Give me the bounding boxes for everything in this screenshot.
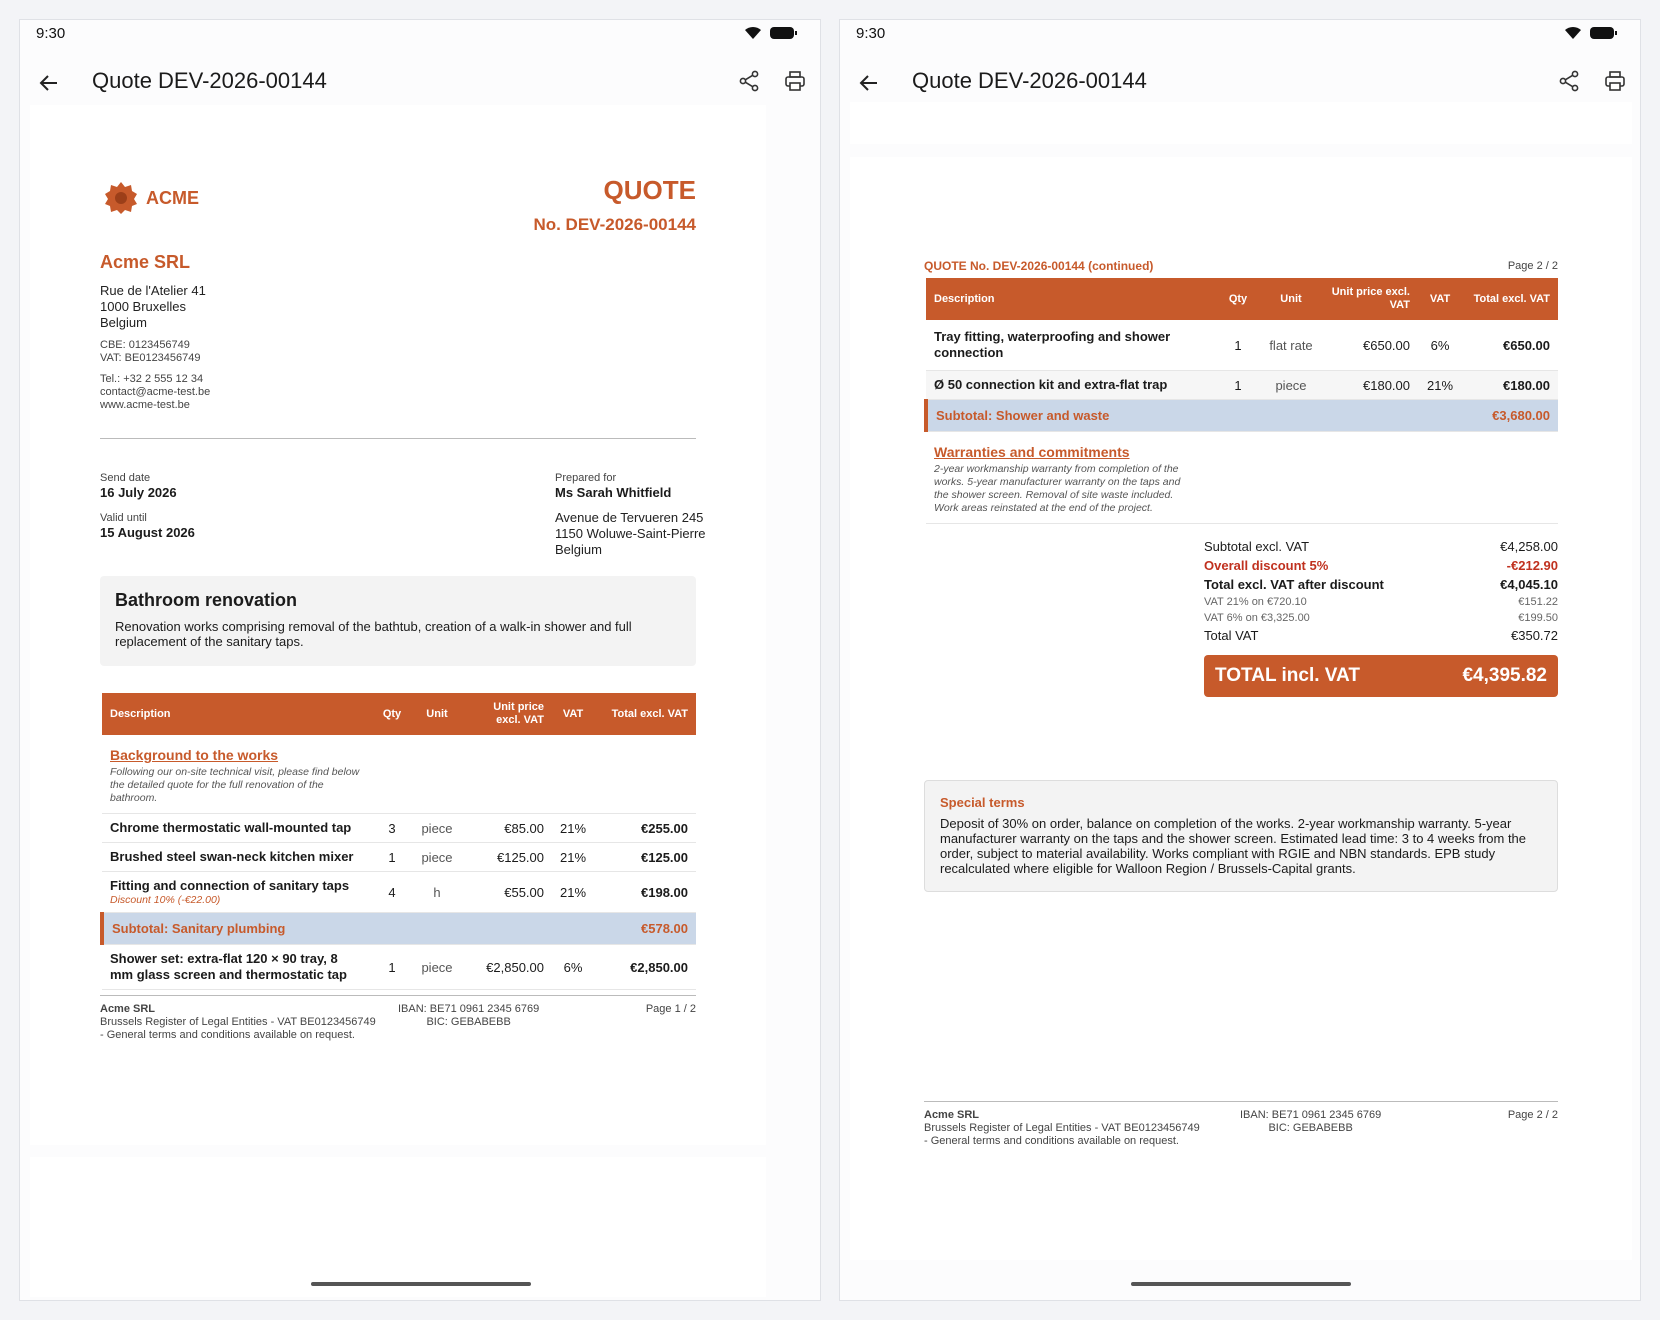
app-title: Quote DEV-2026-00144 bbox=[92, 68, 327, 93]
item-total: €2,850.00 bbox=[594, 945, 696, 990]
back-arrow-icon bbox=[859, 73, 879, 93]
print-button[interactable] bbox=[1604, 70, 1628, 94]
company-name: Acme SRL bbox=[100, 252, 191, 272]
client-block bbox=[555, 472, 706, 558]
section-note: 2-year workmanship warranty from completion of the works. 5-year manufacturer warranty on the taps and the shower screen. Removal of site waste included. Work areas reinstated at the end of the project. bbox=[934, 463, 1181, 514]
item-unit: flat rate bbox=[1260, 320, 1322, 371]
summary-after-label: Total excl. VAT after discount bbox=[1204, 577, 1384, 592]
back-button[interactable] bbox=[36, 70, 62, 96]
items-table-2 bbox=[924, 278, 1558, 524]
col-vat: VAT bbox=[1418, 278, 1462, 320]
footer-bank-block bbox=[398, 1003, 539, 1029]
item-desc: Chrome thermostatic wall-mounted tap bbox=[102, 814, 372, 843]
send-date-label: Send date bbox=[100, 472, 151, 484]
item-qty: 1 bbox=[372, 843, 412, 872]
summary-vat21-label: VAT 21% on €720.10 bbox=[1204, 596, 1307, 608]
item-unit: h bbox=[412, 872, 462, 913]
app-bar bbox=[20, 54, 820, 110]
status-time: 9:30 bbox=[856, 25, 886, 42]
client-address-3: Belgium bbox=[555, 542, 602, 557]
grand-total-label: TOTAL incl. VAT bbox=[1215, 665, 1360, 686]
item-price: €55.00 bbox=[462, 872, 552, 913]
app-title: Quote DEV-2026-00144 bbox=[912, 68, 1147, 93]
home-indicator[interactable] bbox=[311, 1282, 531, 1286]
client-address-1: Avenue de Tervueren 245 bbox=[555, 510, 704, 525]
status-bar bbox=[20, 20, 820, 46]
footer-bank-block bbox=[1240, 1109, 1381, 1135]
wifi-icon bbox=[1564, 26, 1582, 40]
status-time: 9:30 bbox=[36, 25, 66, 42]
item-unit: piece bbox=[1260, 371, 1322, 400]
valid-until-label: Valid until bbox=[100, 512, 147, 524]
item-total: €125.00 bbox=[594, 843, 696, 872]
table-row bbox=[102, 814, 696, 843]
client-name: Ms Sarah Whitfield bbox=[555, 485, 672, 500]
footer-bic: BIC: GEBABEBB bbox=[1268, 1122, 1353, 1134]
totals-summary bbox=[1204, 537, 1558, 697]
item-desc: Shower set: extra-flat 120 × 90 tray, 8 mm glass screen and thermostatic tap bbox=[102, 945, 372, 990]
footer-terms: - General terms and conditions available on request. bbox=[100, 1029, 355, 1041]
special-terms-title: Special terms bbox=[940, 795, 1025, 810]
footer-iban: IBAN: BE71 0961 2345 6769 bbox=[1240, 1109, 1382, 1121]
continued-heading: QUOTE No. DEV-2026-00144 (continued) bbox=[924, 259, 1154, 273]
item-unit: piece bbox=[412, 814, 462, 843]
footer-iban: IBAN: BE71 0961 2345 6769 bbox=[398, 1003, 540, 1015]
company-email: contact@acme-test.be bbox=[100, 386, 211, 398]
special-terms-box bbox=[924, 780, 1558, 892]
grand-total-value: €4,395.82 bbox=[1462, 665, 1547, 686]
wifi-icon bbox=[744, 26, 762, 40]
item-qty: 1 bbox=[372, 945, 412, 990]
col-unit: Unit bbox=[412, 693, 462, 735]
summary-vat21-value: €151.22 bbox=[1518, 596, 1558, 608]
footer-terms: - General terms and conditions available on request. bbox=[924, 1135, 1179, 1147]
item-qty: 4 bbox=[372, 872, 412, 913]
items-table-1 bbox=[100, 693, 696, 990]
item-desc: Ø 50 connection kit and extra-flat trap bbox=[926, 371, 1216, 400]
viewer-left bbox=[19, 19, 821, 1301]
share-button[interactable] bbox=[1558, 70, 1582, 94]
subtotal-value: €578.00 bbox=[594, 913, 696, 945]
company-address-3: Belgium bbox=[100, 315, 147, 330]
footer-company: Acme SRL bbox=[924, 1109, 980, 1121]
table-header bbox=[102, 693, 696, 735]
back-arrow-icon bbox=[39, 73, 59, 93]
project-description: Renovation works comprising removal of the bathtub, creation of a walk-in shower and full replacement of the sanitary taps. bbox=[115, 619, 632, 649]
col-vat: VAT bbox=[552, 693, 594, 735]
home-indicator[interactable] bbox=[1131, 1282, 1351, 1286]
after-discount-row bbox=[1204, 575, 1558, 594]
table-row bbox=[926, 371, 1558, 400]
section-title: Background to the works bbox=[110, 747, 279, 763]
page-number-top: Page 2 / 2 bbox=[1507, 260, 1558, 272]
item-vat: 21% bbox=[552, 872, 594, 913]
status-bar bbox=[840, 20, 1640, 46]
project-box bbox=[100, 576, 696, 666]
item-vat: 21% bbox=[1418, 371, 1462, 400]
footer-register: Brussels Register of Legal Entities - VAT BE0123456749 bbox=[100, 1016, 376, 1028]
project-title: Bathroom renovation bbox=[115, 590, 298, 610]
summary-vat6-value: €199.50 bbox=[1518, 612, 1558, 624]
col-qty: Qty bbox=[1216, 278, 1260, 320]
quote-page-2 bbox=[850, 157, 1632, 1260]
quote-heading: QUOTE bbox=[603, 175, 696, 205]
item-total: €180.00 bbox=[1462, 371, 1558, 400]
footer-divider bbox=[100, 995, 696, 996]
item-unit: piece bbox=[412, 843, 462, 872]
company-tel: Tel.: +32 2 555 12 34 bbox=[100, 373, 204, 385]
footer-company-block bbox=[100, 1003, 376, 1042]
item-vat: 21% bbox=[552, 843, 594, 872]
back-button[interactable] bbox=[856, 70, 882, 96]
print-button[interactable] bbox=[784, 70, 808, 94]
col-total: Total excl. VAT bbox=[594, 693, 696, 735]
item-price: €125.00 bbox=[462, 843, 552, 872]
section-row bbox=[926, 432, 1558, 524]
item-desc: Fitting and connection of sanitary taps bbox=[110, 878, 350, 893]
footer-company-block bbox=[924, 1109, 1200, 1148]
table-row bbox=[926, 320, 1558, 371]
page-number: Page 1 / 2 bbox=[645, 1003, 696, 1015]
summary-after-value: €4,045.10 bbox=[1500, 577, 1558, 592]
item-price: €650.00 bbox=[1322, 320, 1418, 371]
item-unit: piece bbox=[412, 945, 462, 990]
summary-totalvat-value: €350.72 bbox=[1511, 628, 1558, 643]
item-qty: 1 bbox=[1216, 371, 1260, 400]
subtotal-excl-row bbox=[1204, 537, 1558, 556]
share-icon bbox=[738, 70, 760, 92]
item-discount: Discount 10% (-€22.00) bbox=[110, 894, 221, 906]
page-number: Page 2 / 2 bbox=[1507, 1109, 1558, 1121]
discount-row bbox=[1204, 556, 1558, 575]
valid-until-value: 15 August 2026 bbox=[100, 525, 195, 540]
vat6-row bbox=[1204, 610, 1558, 626]
next-page-preview bbox=[30, 1157, 766, 1297]
company-web: www.acme-test.be bbox=[100, 399, 190, 411]
footer-bic: BIC: GEBABEBB bbox=[426, 1016, 511, 1028]
footer-company: Acme SRL bbox=[100, 1003, 156, 1015]
special-terms-text: Deposit of 30% on order, balance on completion of the works. 2-year workmanship warranty. 5-year manufacturer warranty on the taps and the shower screen. Estimated lead time: 3 to 4 weeks from the order, subject to material availability. Works compliant with RGIE and NBN standards. EPB study recalculated where eligible for Walloon Region / Brussels-Capital grants. bbox=[940, 816, 1527, 876]
table-row bbox=[102, 872, 696, 913]
section-note: Following our on-site technical visit, please find below the detailed quote for the full renovation of the bathroom. bbox=[110, 766, 360, 804]
quote-page-1 bbox=[30, 105, 766, 1145]
section-row bbox=[102, 735, 696, 814]
logo-text: ACME bbox=[146, 187, 199, 208]
footer-divider bbox=[924, 1101, 1558, 1102]
company-block bbox=[100, 252, 210, 412]
company-cbe: CBE: 0123456749 bbox=[100, 339, 190, 351]
col-description: Description bbox=[102, 693, 372, 735]
section-title: Warranties and commitments bbox=[934, 444, 1130, 460]
item-vat: 6% bbox=[1418, 320, 1462, 371]
table-row bbox=[102, 945, 696, 990]
col-description: Description bbox=[926, 278, 1216, 320]
subtotal-label: Subtotal: Shower and waste bbox=[926, 400, 1462, 432]
client-address-2: 1150 Woluwe-Saint-Pierre bbox=[555, 526, 706, 541]
company-address-1: Rue de l'Atelier 41 bbox=[100, 283, 206, 298]
col-unit-price: Unit price excl. VAT bbox=[1322, 278, 1418, 320]
item-vat: 21% bbox=[552, 814, 594, 843]
quote-number: No. DEV-2026-00144 bbox=[533, 215, 696, 234]
item-desc: Brushed steel swan-neck kitchen mixer bbox=[102, 843, 372, 872]
acme-logo-icon bbox=[104, 181, 138, 215]
table-row bbox=[102, 843, 696, 872]
item-price: €2,850.00 bbox=[462, 945, 552, 990]
item-total: €198.00 bbox=[594, 872, 696, 913]
subtotal-row bbox=[102, 913, 696, 945]
company-logo bbox=[104, 181, 199, 215]
item-price: €85.00 bbox=[462, 814, 552, 843]
summary-subtotal-value: €4,258.00 bbox=[1500, 539, 1558, 554]
item-qty: 3 bbox=[372, 814, 412, 843]
print-icon bbox=[784, 70, 806, 92]
dates-block bbox=[100, 472, 195, 540]
viewer-right bbox=[839, 19, 1641, 1301]
table-header bbox=[926, 278, 1558, 320]
col-unit-price: Unit price excl. VAT bbox=[462, 693, 552, 735]
col-total: Total excl. VAT bbox=[1462, 278, 1558, 320]
battery-icon bbox=[770, 26, 798, 40]
footer-register: Brussels Register of Legal Entities - VAT BE0123456749 bbox=[924, 1122, 1200, 1134]
item-vat: 6% bbox=[552, 945, 594, 990]
item-total: €255.00 bbox=[594, 814, 696, 843]
item-price: €180.00 bbox=[1322, 371, 1418, 400]
share-button[interactable] bbox=[738, 70, 762, 94]
col-unit: Unit bbox=[1260, 278, 1322, 320]
prepared-for-label: Prepared for bbox=[555, 472, 617, 484]
share-icon bbox=[1558, 70, 1580, 92]
item-total: €650.00 bbox=[1462, 320, 1558, 371]
prev-page-preview bbox=[850, 102, 1632, 144]
company-address-2: 1000 Bruxelles bbox=[100, 299, 186, 314]
item-desc: Tray fitting, waterproofing and shower connection bbox=[926, 320, 1216, 371]
grand-total bbox=[1204, 655, 1558, 697]
col-qty: Qty bbox=[372, 693, 412, 735]
print-icon bbox=[1604, 70, 1626, 92]
total-vat-row bbox=[1204, 626, 1558, 645]
send-date-value: 16 July 2026 bbox=[100, 485, 177, 500]
vat21-row bbox=[1204, 594, 1558, 610]
summary-totalvat-label: Total VAT bbox=[1204, 628, 1259, 643]
summary-discount-label: Overall discount 5% bbox=[1204, 558, 1329, 573]
company-vat: VAT: BE0123456749 bbox=[100, 352, 201, 364]
summary-subtotal-label: Subtotal excl. VAT bbox=[1204, 539, 1310, 554]
summary-discount-value: -€212.90 bbox=[1506, 558, 1558, 573]
summary-vat6-label: VAT 6% on €3,325.00 bbox=[1204, 612, 1310, 624]
item-qty: 1 bbox=[1216, 320, 1260, 371]
divider bbox=[100, 438, 696, 439]
subtotal-value: €3,680.00 bbox=[1462, 400, 1558, 432]
subtotal-label: Subtotal: Sanitary plumbing bbox=[102, 913, 594, 945]
subtotal-row bbox=[926, 400, 1558, 432]
battery-icon bbox=[1590, 26, 1618, 40]
